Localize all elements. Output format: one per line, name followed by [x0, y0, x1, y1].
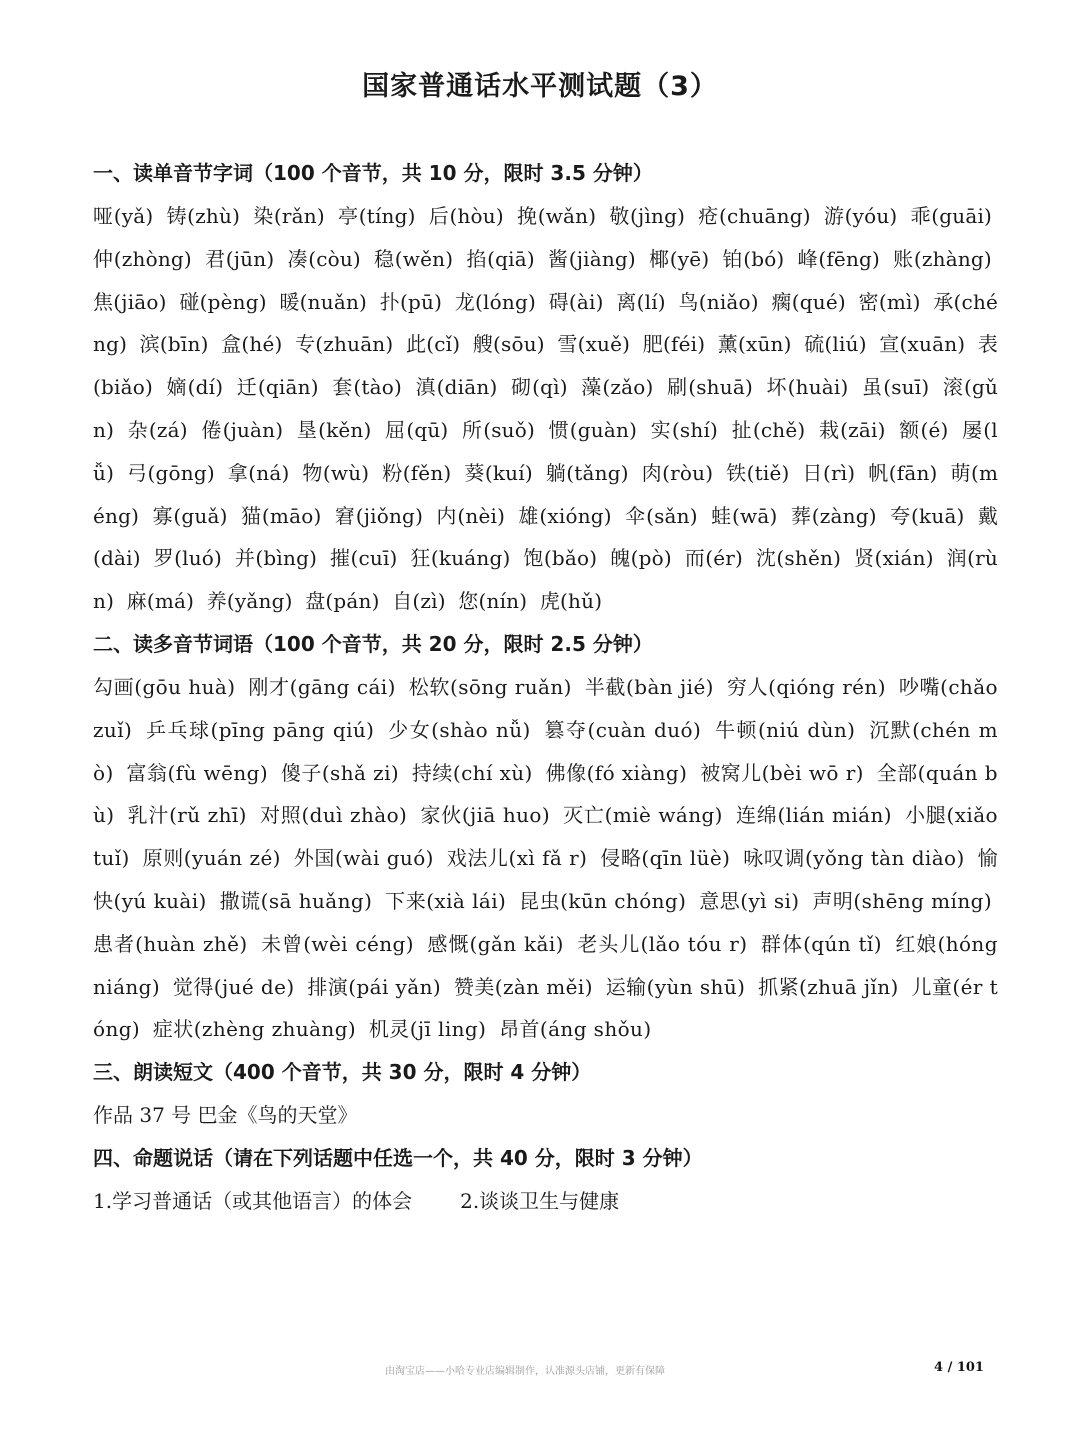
word-item: 盒(hé)	[221, 332, 283, 357]
word-item: 摧(cuī)	[329, 546, 398, 571]
word-item: 佛像(fó xiàng)	[545, 760, 688, 785]
word-item: 薰(xūn)	[717, 332, 792, 357]
word-item: 滇(diān)	[415, 375, 498, 400]
word-item: 沈(shěn)	[755, 546, 842, 571]
word-item: 家伙(jiā huo)	[420, 803, 551, 828]
word-item: 麻(má)	[126, 589, 195, 614]
word-item: 艘(sōu)	[472, 332, 545, 357]
word-item: 账(zhàng)	[893, 246, 992, 271]
word-item: 所(suǒ)	[461, 417, 535, 442]
word-item: 戏法儿(xì fǎ r)	[446, 846, 588, 871]
word-item: 套(tào)	[332, 375, 403, 400]
word-item: 意思(yì si)	[699, 888, 800, 913]
word-item: 砌(qì)	[511, 375, 568, 400]
word-item: 被窝儿(bèi wō r)	[700, 760, 864, 785]
word-item: 乖(guāi)	[910, 204, 993, 228]
word-item: 坏(huài)	[766, 375, 849, 400]
word-item: 下来(xià lái)	[385, 888, 507, 913]
word-item: 而(ér)	[684, 546, 744, 571]
word-item: 牛顿(niú dùn)	[715, 717, 856, 742]
word-item: 承(chéng)	[93, 289, 999, 357]
word-item: 昆虫(kūn chóng)	[519, 888, 687, 913]
word-item: 机灵(jī ling)	[368, 1017, 487, 1042]
word-item: 铸(zhù)	[166, 204, 241, 228]
word-item: 惯(guàn)	[548, 417, 638, 442]
word-item: 全部(quán bù)	[93, 760, 998, 828]
word-item: 雪(xuě)	[557, 332, 631, 357]
word-item: 老头儿(lǎo tóu r)	[577, 931, 748, 956]
word-item: 杂(zá)	[127, 417, 188, 442]
word-item: 密(mì)	[858, 289, 921, 314]
word-item: 贤(xián)	[853, 546, 934, 571]
word-item: 夸(kuā)	[890, 503, 965, 528]
topic-2: 2.谈谈卫生与健康	[460, 1189, 620, 1214]
word-item: 虎(hǔ)	[539, 589, 603, 614]
test-content	[93, 152, 998, 1223]
word-item: 穷人(qióng rén)	[726, 674, 886, 699]
word-item: 葬(zàng)	[790, 503, 877, 528]
word-item: 松软(sōng ruǎn)	[408, 674, 572, 699]
word-item: 离(lí)	[616, 289, 666, 314]
word-item: 藻(zǎo)	[581, 375, 654, 400]
word-item: 拿(ná)	[227, 460, 290, 485]
word-item: 戴(dài)	[93, 503, 999, 571]
word-item: 仲(zhòng)	[93, 246, 192, 271]
word-item: 蛙(wā)	[711, 503, 778, 528]
word-item: 弓(gōng)	[126, 460, 215, 485]
word-item: 焦(jiāo)	[93, 289, 167, 314]
word-item: 瘸(qué)	[771, 289, 846, 314]
word-item: 感慨(gǎn kǎi)	[427, 931, 564, 956]
page-number: 4 / 101	[934, 1360, 984, 1375]
word-item: 肉(ròu)	[641, 460, 714, 485]
topic-1: 1.学习普通话（或其他语言）的体会	[93, 1189, 413, 1214]
word-item: 峰(fēng)	[797, 246, 881, 271]
word-item: 您(nín)	[458, 589, 528, 614]
word-item: 萌(méng)	[93, 460, 999, 528]
word-item: 寡(guǎ)	[152, 503, 228, 528]
word-item: 挽(wǎn)	[516, 204, 597, 228]
section-3-heading: 三、朗读短文（400 个音节，共 30 分，限时 4 分钟）	[93, 1060, 592, 1085]
word-item: 排演(pái yǎn)	[307, 974, 442, 999]
word-item: 窘(jiǒng)	[334, 503, 424, 528]
word-item: 专(zhuān)	[295, 332, 394, 357]
word-item: 魄(pò)	[610, 546, 672, 571]
word-item: 症状(zhèng zhuàng)	[152, 1017, 357, 1042]
word-item: 未曾(wèi céng)	[261, 931, 414, 956]
word-item: 垦(kěn)	[296, 417, 372, 442]
word-item: 养(yǎng)	[206, 589, 293, 614]
word-item: 罗(luó)	[153, 546, 223, 571]
page-title: 国家普通话水平测试题（3）	[362, 71, 718, 102]
word-item: 原则(yuán zé)	[142, 846, 281, 871]
word-item: 暖(nuǎn)	[279, 289, 368, 314]
word-item: 吵嘴(chǎo zuǐ)	[93, 674, 998, 742]
word-item: 椰(yē)	[649, 246, 710, 271]
word-item: 侵略(qīn lüè)	[600, 846, 731, 871]
word-item: 游(yóu)	[823, 204, 898, 228]
word-item: 实(shí)	[650, 417, 719, 442]
word-item: 物(wù)	[302, 460, 370, 485]
word-item: 栽(zāi)	[818, 417, 886, 442]
word-item: 躺(tǎng)	[545, 460, 629, 485]
word-item: 乒乓球(pīng pāng qiú)	[146, 717, 375, 742]
word-item: 外国(wài guó)	[293, 846, 434, 871]
word-item: 龙(lóng)	[454, 289, 536, 314]
word-item: 昂首(áng shǒu)	[499, 1017, 652, 1042]
word-item: 内(nèi)	[436, 503, 506, 528]
word-item: 哑(yǎ)	[93, 204, 154, 228]
word-item: 额(é)	[899, 417, 949, 442]
word-item: 肥(féi)	[642, 332, 706, 357]
word-item: 碍(ài)	[548, 289, 604, 314]
word-item: 润(rùn)	[93, 546, 998, 614]
word-item: 愉快(yú kuài)	[93, 846, 998, 913]
word-item: 滚(gǔn)	[93, 375, 999, 442]
word-item: 乳汁(rǔ zhī)	[127, 803, 247, 828]
topic-list	[93, 1180, 998, 1223]
word-item: 猫(māo)	[240, 503, 322, 528]
word-item: 傻子(shǎ zi)	[280, 760, 400, 785]
word-item: 红娘(hóng niáng)	[93, 931, 998, 999]
word-item: 铂(bó)	[722, 246, 785, 271]
word-item: 扯(chě)	[731, 417, 806, 442]
word-item: 咏叹调(yǒng tàn diào)	[743, 846, 965, 871]
word-item: 染(rǎn)	[253, 204, 325, 228]
word-item: 滨(bīn)	[139, 332, 209, 357]
word-item: 敬(jìng)	[609, 204, 686, 228]
reading-passage-title: 作品 37 号 巴金《鸟的天堂》	[93, 1103, 358, 1128]
word-item: 扑(pū)	[379, 289, 443, 314]
word-item: 群体(qún tǐ)	[760, 931, 882, 956]
word-item: 自(zì)	[392, 589, 446, 614]
word-item: 运输(yùn shū)	[605, 974, 746, 999]
word-item: 盘(pán)	[305, 589, 380, 614]
word-item: 此(cǐ)	[405, 332, 461, 357]
word-item: 并(bìng)	[234, 546, 318, 571]
word-item: 儿童(ér tóng)	[93, 974, 999, 1042]
word-item: 篡夺(cuàn duó)	[544, 717, 702, 742]
word-item: 宣(xuān)	[879, 332, 966, 357]
word-item: 沉默(chén mò)	[93, 717, 998, 785]
watermark-footer: 由淘宝店——小哈专业店编辑制作，认准源头店铺，更新有保障	[385, 1366, 665, 1377]
word-item: 凑(còu)	[287, 246, 361, 271]
word-item: 硫(liú)	[804, 332, 867, 357]
word-item: 葵(kuí)	[464, 460, 533, 485]
word-item: 日(rì)	[802, 460, 856, 485]
word-item: 酱(jiàng)	[547, 246, 636, 271]
word-item: 饱(bǎo)	[523, 546, 598, 571]
word-item: 小腿(xiǎo tuǐ)	[93, 803, 998, 871]
word-item: 亭(tíng)	[337, 204, 416, 228]
word-item: 对照(duì zhào)	[259, 803, 408, 828]
word-item: 声明(shēng míng)	[812, 888, 993, 913]
word-item: 刷(shuā)	[667, 375, 753, 400]
word-item: 君(jūn)	[205, 246, 275, 271]
word-item: 少女(shào nǚ)	[388, 717, 531, 742]
word-item: 连绵(lián mián)	[735, 803, 892, 828]
word-item: 稳(wěn)	[374, 246, 454, 271]
section-4-heading: 四、命题说话（请在下列话题中任选一个，共 40 分，限时 3 分钟）	[93, 1146, 703, 1171]
word-item: 持续(chí xù)	[411, 760, 533, 785]
word-item: 迁(qiān)	[236, 375, 319, 400]
word-item: 伞(sǎn)	[625, 503, 698, 528]
word-item: 撒谎(sā huǎng)	[219, 888, 373, 913]
word-item: 粉(fěn)	[382, 460, 452, 485]
word-item: 抓紧(zhuā jǐn)	[758, 974, 899, 999]
section-2-heading: 二、读多音节词语（100 个音节，共 20 分，限时 2.5 分钟）	[93, 631, 653, 656]
section-1-word-list	[93, 195, 998, 623]
word-item: 觉得(jué de)	[172, 974, 295, 999]
word-item: 患者(huàn zhě)	[93, 931, 248, 956]
word-item: 鸟(niǎo)	[678, 289, 759, 314]
word-item: 灭亡(miè wáng)	[563, 803, 723, 828]
word-item: 帆(fān)	[868, 460, 938, 485]
word-item: 雄(xióng)	[518, 503, 612, 528]
word-item: 屡(lǚ)	[93, 417, 998, 485]
word-item: 屈(qū)	[385, 417, 449, 442]
word-item: 嫡(dí)	[166, 375, 224, 400]
word-item: 倦(juàn)	[201, 417, 284, 442]
word-item: 狂(kuáng)	[410, 546, 511, 571]
word-item: 后(hòu)	[428, 204, 504, 228]
word-item: 勾画(gōu huà)	[93, 674, 236, 699]
word-item: 掐(qiā)	[466, 246, 535, 271]
section-1-heading: 一、读单音节字词（100 个音节，共 10 分，限时 3.5 分钟）	[93, 161, 653, 185]
word-item: 赞美(zàn měi)	[453, 974, 593, 999]
word-item: 铁(tiě)	[726, 460, 790, 485]
word-item: 刚才(gāng cái)	[248, 674, 396, 699]
word-item: 虽(suī)	[862, 375, 930, 400]
word-item: 富翁(fù wēng)	[126, 760, 269, 785]
word-item: 表(biǎo)	[93, 332, 999, 400]
word-item: 碰(pèng)	[179, 289, 267, 314]
section-2-word-list	[93, 666, 998, 1051]
word-item: 疮(chuāng)	[698, 204, 811, 228]
word-item: 半截(bàn jié)	[584, 674, 714, 699]
